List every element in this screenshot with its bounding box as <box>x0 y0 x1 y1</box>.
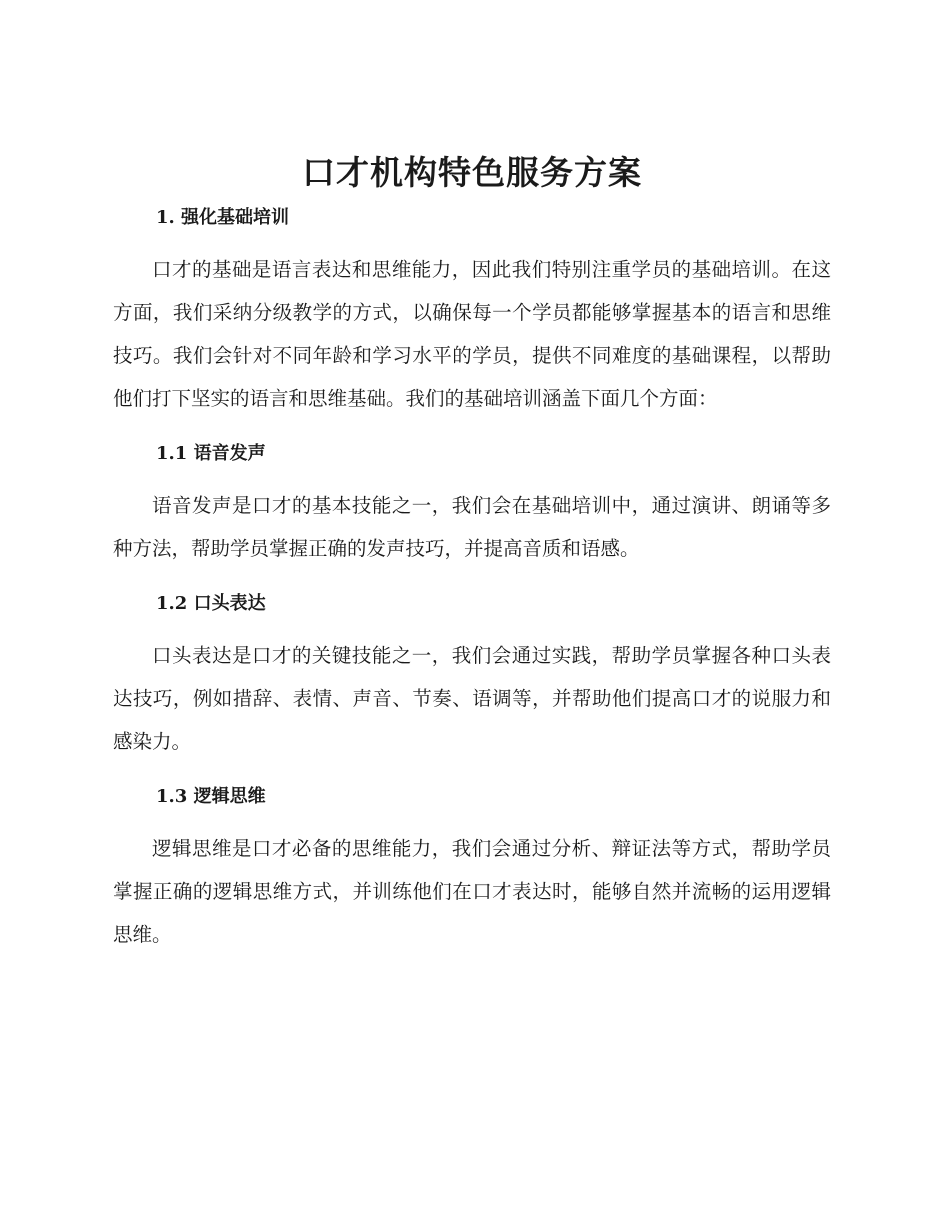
section-heading-1: 1. 强化基础培训 <box>156 207 290 228</box>
section-paragraph-1-1: 语音发声是口才的基本技能之一，我们会在基础培训中，通过演讲、朗诵等多种方法，帮助学员掌握正确的发声技巧，并提高音质和语感。 <box>113 494 831 560</box>
section-heading-1-3: 1.3 逻辑思维 <box>156 786 266 807</box>
section-paragraph-1-2: 口头表达是口才的关键技能之一，我们会通过实践，帮助学员掌握各种口头表达技巧，例如措辞、表情、声音、节奏、语调等，并帮助他们提高口才的说服力和感染力。 <box>113 644 831 753</box>
document-page <box>113 150 831 956</box>
section-heading-1-1: 1.1 语音发声 <box>156 443 266 464</box>
section-paragraph-1: 口才的基础是语言表达和思维能力，因此我们特别注重学员的基础培训。在这方面，我们采纳分级教学的方式，以确保每一个学员都能够掌握基本的语言和思维技巧。我们会针对不同年龄和学习水平的学员，提供不同难度的基础课程，以帮助他们打下坚实的语言和思维基础。我们的基础培训涵盖下面几个方面： <box>113 258 831 410</box>
section-paragraph-1-3: 逻辑思维是口才必备的思维能力，我们会通过分析、辩证法等方式，帮助学员掌握正确的逻辑思维方式，并训练他们在口才表达时，能够自然并流畅的运用逻辑思维。 <box>113 837 831 946</box>
document-title: 口才机构特色服务方案 <box>302 153 642 192</box>
section-heading-1-2: 1.2 口头表达 <box>156 593 266 614</box>
